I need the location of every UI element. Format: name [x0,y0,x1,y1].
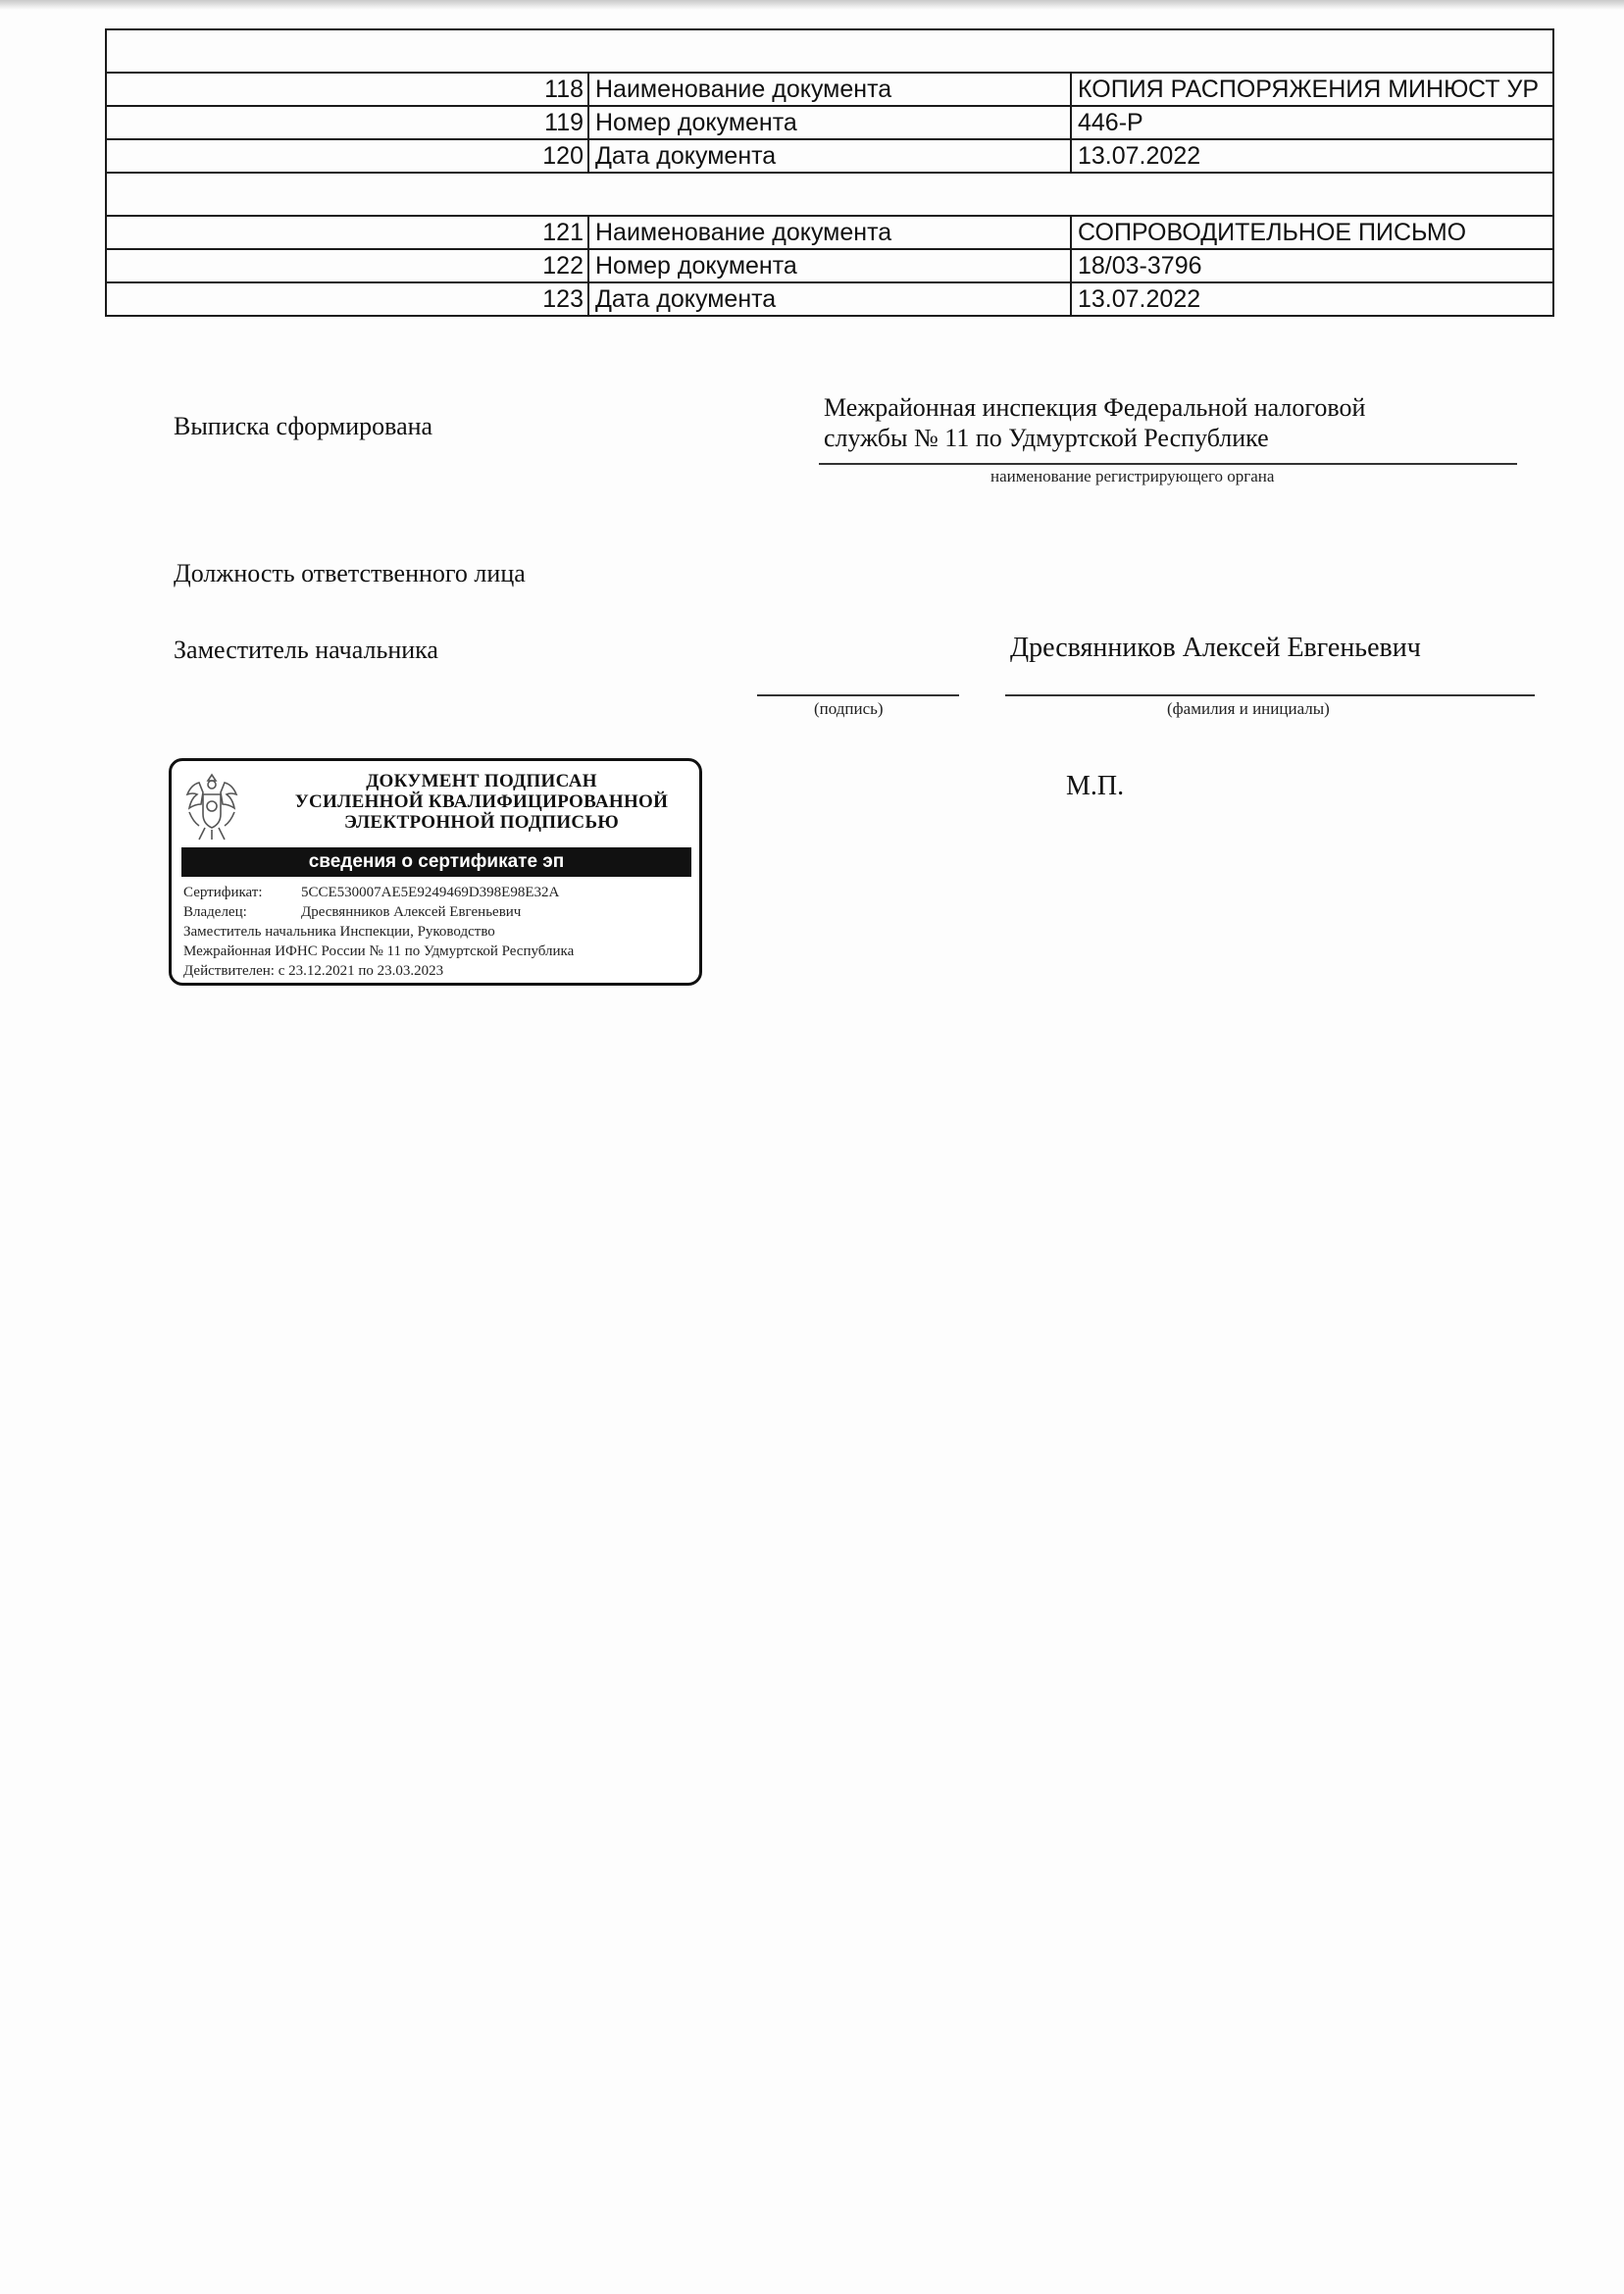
row-value: 13.07.2022 [1071,282,1553,316]
owner-name: Дресвянников Алексей Евгеньевич [301,904,522,920]
certificate-details [183,883,574,981]
russian-eagle-emblem-icon [179,769,244,843]
name-line [1005,694,1535,696]
owner-organization: Межрайонная ИФНС России № 11 по Удмуртской Республика [183,943,575,959]
row-label: Номер документа [588,249,1071,282]
authority-line-1: Межрайонная инспекция Федеральной налоговой [824,393,1366,422]
row-label: Наименование документа [588,216,1071,249]
name-caption: (фамилия и инициалы) [1167,699,1330,718]
scan-edge-shadow [0,0,1624,10]
electronic-signature-stamp [169,758,702,986]
table-row [106,139,1553,173]
row-number: 121 [106,216,588,249]
row-number: 118 [106,73,588,106]
responsible-position-label: Должность ответственного лица [174,559,526,587]
owner-position: Заместитель начальника Инспекции, Руководство [183,924,495,940]
table-row [106,216,1553,249]
certificate-info-bar: сведения о сертификате эп [181,847,691,877]
signer-name: Дресвянников Алексей Евгеньевич [1010,633,1421,663]
row-label: Наименование документа [588,73,1071,106]
table-spacer-row [106,173,1553,216]
validity-key: Действителен: [183,963,275,979]
registry-extract-table [105,28,1554,317]
owner-key: Владелец: [183,904,247,920]
table-row [106,106,1553,139]
row-label: Дата документа [588,139,1071,173]
table-row [106,249,1553,282]
row-value: 13.07.2022 [1071,139,1553,173]
authority-caption: наименование регистрирующего органа [990,467,1275,485]
row-value: 18/03-3796 [1071,249,1553,282]
owner-row [183,902,574,922]
row-value: 446-Р [1071,106,1553,139]
extract-formed-label: Выписка сформирована [174,412,433,440]
row-value: КОПИЯ РАСПОРЯЖЕНИЯ МИНЮСТ УР [1071,73,1553,106]
stamp-title [266,771,697,833]
authority-line-2: службы № 11 по Удмуртской Республике [824,424,1269,452]
row-value: СОПРОВОДИТЕЛЬНОЕ ПИСЬМО [1071,216,1553,249]
certificate-key: Сертификат: [183,885,263,900]
table-spacer-row [106,29,1553,73]
row-number: 120 [106,139,588,173]
row-label: Номер документа [588,106,1071,139]
table-row [106,282,1553,316]
authority-underline [819,463,1517,465]
row-label: Дата документа [588,282,1071,316]
registering-authority-name [824,392,1365,453]
table-row [106,73,1553,106]
seal-place-mark: М.П. [1066,771,1125,801]
stamp-title-line-1: ДОКУМЕНТ ПОДПИСАН [366,771,597,791]
row-number: 123 [106,282,588,316]
stamp-title-line-3: ЭЛЕКТРОННОЙ ПОДПИСЬЮ [343,812,620,833]
responsible-position-value: Заместитель начальника [174,636,438,664]
validity-row [183,961,574,981]
signature-caption: (подпись) [814,699,884,718]
certificate-serial: 5CCE530007AE5E9249469D398E98E32A [301,885,560,900]
row-number: 119 [106,106,588,139]
validity-period: с 23.12.2021 по 23.03.2023 [278,963,444,979]
certificate-row [183,883,574,902]
stamp-title-line-2: УСИЛЕННОЙ КВАЛИФИЦИРОВАННОЙ [294,791,669,812]
row-number: 122 [106,249,588,282]
signature-line [757,694,959,696]
